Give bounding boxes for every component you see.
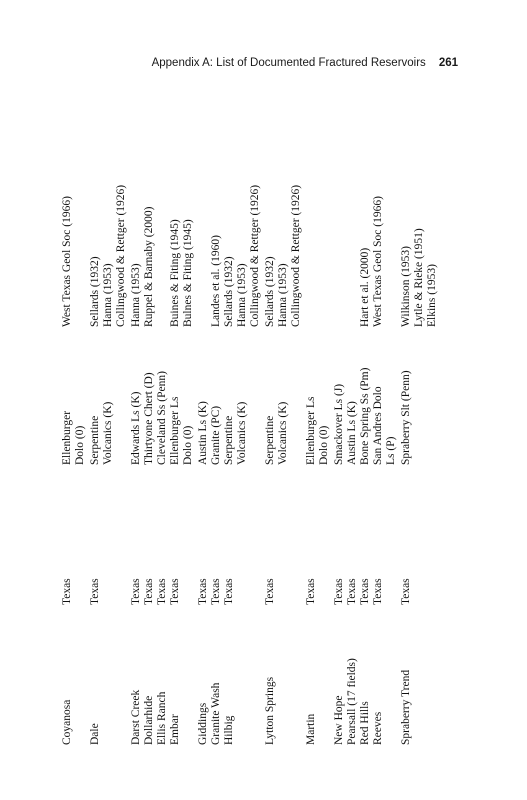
cell-reservoir: Spraberry Slt (Penn) — [400, 370, 412, 465]
cell-state: Texas — [143, 578, 155, 605]
table-row — [88, 145, 102, 745]
table-row — [101, 145, 115, 745]
cell-reference: Wilkinson (1953) — [400, 246, 412, 327]
cell-reservoir: Ellenburger — [61, 410, 73, 465]
cell-reservoir: San Andres Dolo — [372, 386, 384, 465]
cell-reservoir: Serpentine — [89, 415, 101, 465]
cell-reservoir: Ellenburger Ls — [305, 396, 317, 465]
table-row — [304, 145, 318, 745]
table-row — [73, 145, 87, 745]
table-row — [235, 145, 249, 745]
cell-state: Texas — [305, 578, 317, 605]
cell-field: Ellis Ranch — [156, 691, 168, 745]
cell-state: Texas — [359, 578, 371, 605]
cell-state: Texas — [89, 578, 101, 605]
table-row — [384, 145, 398, 745]
cell-field: Embar — [169, 714, 181, 745]
table-row — [60, 145, 74, 745]
cell-field: Coyanosa — [61, 699, 73, 745]
table-row — [142, 145, 156, 745]
cell-field: Dale — [89, 723, 101, 745]
cell-reference: Bulnes & Fiting (1945) — [182, 219, 194, 327]
cell-state: Texas — [156, 578, 168, 605]
table-row — [196, 145, 210, 745]
cell-reservoir: Ellenburger Ls — [169, 396, 181, 465]
cell-reservoir: Dolo (0) — [182, 425, 194, 465]
table-row — [345, 145, 359, 745]
cell-reservoir: Bone Spring Ss (Pm) — [359, 367, 371, 465]
cell-field: Lytton Springs — [264, 676, 276, 745]
cell-reservoir: Volcanics (K) — [277, 401, 289, 465]
cell-reservoir: Cleveland Ss (Penn) — [156, 371, 168, 465]
cell-reference: Buines & Fiting (1945) — [169, 219, 181, 327]
header-title: Appendix A: List of Documented Fractured Reservoirs — [151, 57, 426, 69]
cell-reference: Sellards (1932) — [223, 256, 235, 327]
table-row — [248, 145, 262, 745]
table-row — [181, 145, 195, 745]
cell-field: Granite Wash — [210, 682, 222, 745]
cell-reference: Hanna (1953) — [102, 263, 114, 327]
running-header — [0, 57, 458, 69]
cell-reference: Hanna (1953) — [236, 263, 248, 327]
cell-reservoir: Volcanics (K) — [236, 401, 248, 465]
cell-state: Texas — [61, 578, 73, 605]
cell-state: Texas — [400, 578, 412, 605]
cell-field: Darst Creek — [130, 689, 142, 745]
cell-state: Texas — [223, 578, 235, 605]
table-row — [168, 145, 182, 745]
cell-reservoir: Granite (PC) — [210, 405, 222, 465]
cell-reservoir: Ls (P) — [385, 436, 397, 465]
table-row — [317, 145, 331, 745]
reservoir-table — [60, 145, 438, 745]
cell-reference: Collingwood & Rettger (1926) — [249, 184, 261, 327]
cell-reservoir: Serpentine — [223, 415, 235, 465]
table-row — [332, 145, 346, 745]
cell-reservoir: Austin Ls (K) — [197, 401, 209, 465]
cell-state: Texas — [197, 578, 209, 605]
table-row — [276, 145, 290, 745]
cell-reference: Sellards (1932) — [89, 256, 101, 327]
cell-reference: Elkins (1953) — [426, 264, 438, 327]
table-row — [412, 145, 426, 745]
cell-reference: Ruppel & Barnaby (2000) — [143, 206, 155, 327]
table-row — [263, 145, 277, 745]
cell-reservoir: Thirtyone Chert (D) — [143, 372, 155, 465]
table-row — [358, 145, 372, 745]
cell-field: Pearsall (17 fields) — [346, 658, 358, 745]
cell-state: Texas — [372, 578, 384, 605]
cell-state: Texas — [210, 578, 222, 605]
cell-field: New Hope — [333, 695, 345, 745]
cell-reservoir: Austin Ls (K) — [346, 401, 358, 465]
cell-field: Hilbig — [223, 715, 235, 745]
cell-reference: Lytle & Rieke (1951) — [413, 228, 425, 327]
cell-reference: Collingwood & Rettger (1926) — [115, 184, 127, 327]
cell-state: Texas — [130, 578, 142, 605]
cell-reservoir: Dolo (0) — [74, 425, 86, 465]
cell-state: Texas — [333, 578, 345, 605]
table-row — [155, 145, 169, 745]
table-row — [371, 145, 385, 745]
cell-reference: Hanna (1953) — [277, 263, 289, 327]
cell-reference: Collingwood & Rettger (1926) — [290, 184, 302, 327]
cell-field: Red Hills — [359, 701, 371, 745]
cell-field: Reeves — [372, 711, 384, 745]
table-row — [222, 145, 236, 745]
cell-field: Giddings — [197, 702, 209, 745]
cell-reference: Hanna (1953) — [130, 263, 142, 327]
table-row — [114, 145, 128, 745]
cell-reference: Hart et al. (2000) — [359, 247, 371, 327]
cell-reference: Sellards (1932) — [264, 256, 276, 327]
cell-state: Texas — [346, 578, 358, 605]
cell-reference: West Texas Geol Soc (1966) — [61, 196, 73, 327]
cell-reservoir: Dolo (0) — [318, 425, 330, 465]
table-row — [289, 145, 303, 745]
cell-reservoir: Volcanics (K) — [102, 401, 114, 465]
table-row — [425, 145, 439, 745]
cell-reference: West Texas Geol Soc (1966) — [372, 196, 384, 327]
cell-state: Texas — [264, 578, 276, 605]
cell-reservoir: Serpentine — [264, 415, 276, 465]
table-row — [209, 145, 223, 745]
cell-reference: Landes et al. (1960) — [210, 235, 222, 327]
cell-state: Texas — [169, 578, 181, 605]
page-number: 261 — [438, 57, 458, 69]
cell-reservoir: Smackover Ls (J) — [333, 383, 345, 465]
cell-field: Dollarhide — [143, 695, 155, 745]
table-row — [129, 145, 143, 745]
cell-field: Martin — [305, 713, 317, 745]
cell-field: Spraberry Trend — [400, 669, 412, 745]
cell-reservoir: Edwards Ls (K) — [130, 391, 142, 465]
table-row — [399, 145, 413, 745]
